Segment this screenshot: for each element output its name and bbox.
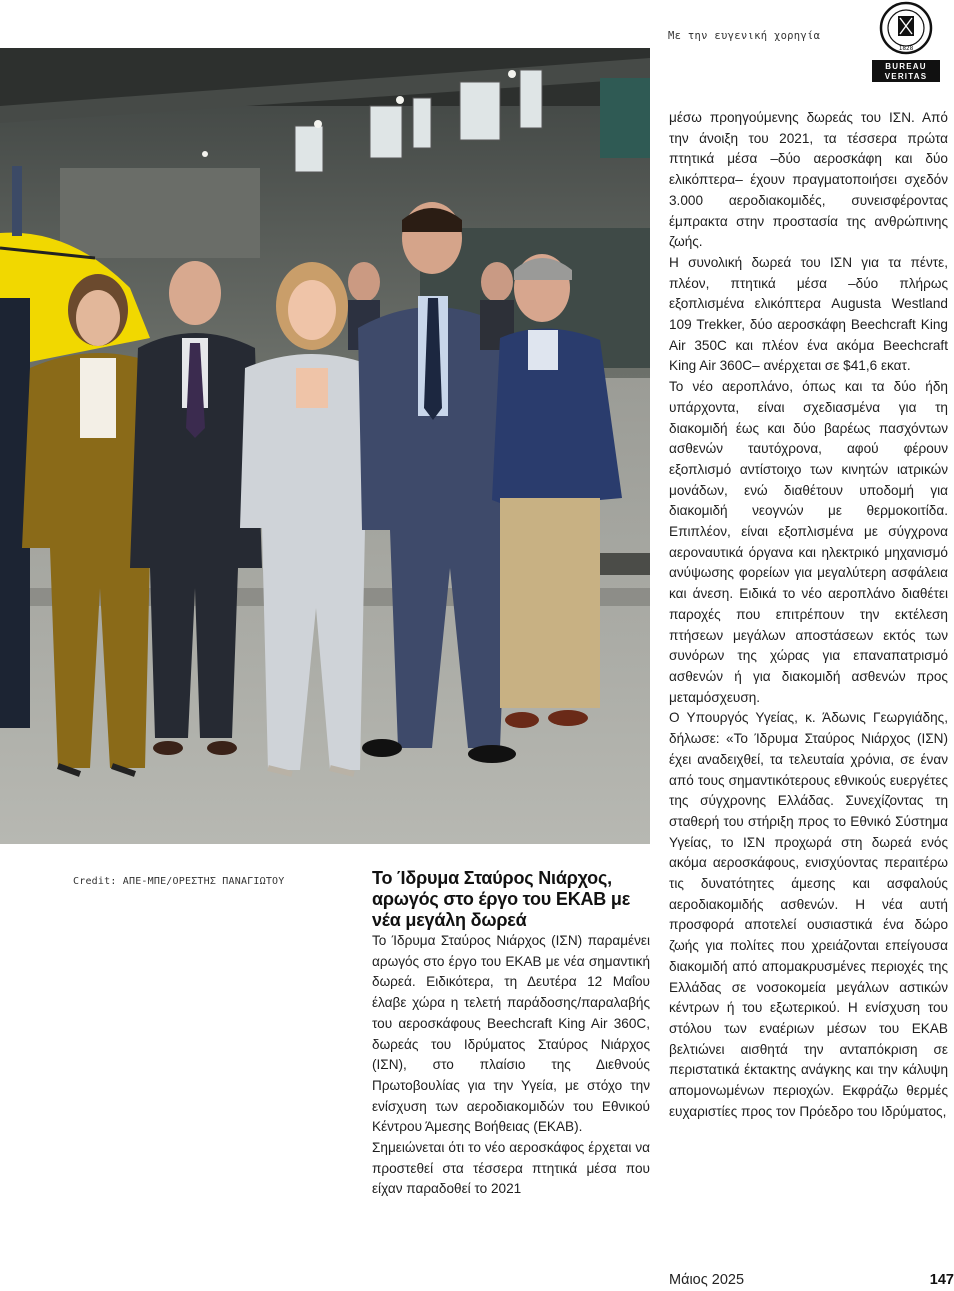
article-headline: Το Ίδρυμα Σταύρος Νιάρχος, αρωγός στο έργο του ΕΚΑΒ με νέα μεγάλη δωρεά [372, 868, 631, 930]
sponsor-label: Με την ευγενική χορηγία [668, 30, 821, 42]
article-paragraph: Η συνολική δωρεά του ΙΣΝ για τα πέντε, πλέον, πτητικά μέσα –δύο πλήρως εξοπλισμένα ελικόπτερα Augusta Westland 109 Trekker, δύο αεροσκάφη Beechcraft King Air 350C και πλέον ένα ακόμα Beechcraft King Air 360C– ανέρχεται σε $41,6 εκατ. [669, 254, 948, 374]
issue-month: Μάιος 2025 [669, 1272, 745, 1288]
page-number: 147 [929, 1272, 954, 1288]
article-paragraph: Το Ίδρυμα Σταύρος Νιάρχος (ΙΣΝ) παραμένει αρωγός στο έργο του ΕΚΑΒ με νέα σημαντική δωρεά. Ειδικότερα, τη Δευτέρα 12 Μαΐου έλαβε χώρα η τελετή παράδοσης/παραλαβής του αεροσκάφους Beechcraft King Air 360C, δωρεάς του Ιδρύματος Σταύρος Νιάρχος (ΙΣΝ), στο πλαίσιο της Διεθνούς Πρωτοβουλίας για την Υγεία, με στόχο την ενίσχυση των αεροδιακομιδών του Εθνικού Κέντρου Άμεσης Βοήθειας (ΕΚΑΒ). [372, 933, 650, 1135]
article-paragraph: Σημειώνεται ότι το νέο αεροσκάφος έρχεται να προστεθεί στα τέσσερα πτητικά μέσα που είχαν παραδοθεί το 2021 [372, 1140, 650, 1197]
article-paragraph: Ο Υπουργός Υγείας, κ. Άδωνις Γεωργιάδης, δήλωσε: «Το Ίδρυμα Σταύρος Νιάρχος (ΙΣΝ) έχει αναδειχθεί, τα τελευταία χρόνια, σε έναν από τους σημαντικότερους εθνικούς ευεργέτες της σύγχρονης Ελλάδας. Συνεχίζοντας τη σταθερή του στήριξη προς το Εθνικό Σύστημα Υγείας, το ΙΣΝ προχωρά στη δωρεά ενός ακόμα αεροσκάφους, ενισχύοντας περαιτέρω τις δυνατότητες άμεσης και ασφαλούς αεροδιακομιδής ασθενών. Η νέα αυτή προσφορά αποτελεί ουσιαστικά ένα δώρο ζωής για πολίτες που χρειάζονται επείγουσα διακομιδή από απομακρυσμένες περιοχές της Ελλάδας σε νοσοκομεία μεγάλων αστικών κέντρων ή του εξωτερικού. Η ενίσχυση του στόλου των εναέριων μέσων του ΕΚΑΒ βελτιώνει αισθητά την ανταπόκριση σε περιστατικά έκτακτης ανάγκης και την κάλυψη απομονωμένων περιοχών. Εκφράζω θερμές ευχαριστίες προς τον Πρόεδρο του Ιδρύματος, [669, 710, 948, 1119]
photo-credit: Credit: ΑΠΕ-ΜΠΕ/ΟΡΕΣΤΗΣ ΠΑΝΑΓΙΩΤΟΥ [73, 876, 285, 887]
article-column-mid [372, 868, 650, 1200]
article-paragraph: Το νέο αεροπλάνο, όπως και τα δύο ήδη υπάρχοντα, είναι σχεδιασμένα για τη διακομιδή έως και δύο βαρέως πασχόντων ασθενών ταυτόχρονα, αφού φέρουν εξοπλισμό αντίστοιχο των κινητών ιατρικών μονάδων, ενώ διαθέτουν υποδομή για διακομιδή νεογνών με θερμοκοιτίδα. Επιπλέον, είναι εξοπλισμένα με σύγχρονα αεροναυτικά όργανα και ηλεκτρικό μηχανισμό ανύψωσης φορείων για μεγαλύτερη ασφάλεια και άνεση. Ειδικά το νέο αεροπλάνο διαθέτει παροχές που επιτρέπουν την εκτέλεση πτήσεων μεγάλων αποστάσεων εκτός των συνόρων της χώρας για επαναπατρισμό ασθενών ή για διακομιδή ασθενών προς μεταμόσχευση. [669, 379, 948, 705]
logo-bureau-text: BUREAU [885, 62, 927, 71]
article-column-right [669, 108, 948, 1122]
logo-year-text: 1828 [898, 45, 914, 52]
article-paragraph: μέσω προηγούμενης δωρεάς του ΙΣΝ. Από την άνοιξη του 2021, τα τέσσερα πρώτα πτητικά μέσα –δύο αεροσκάφη και δύο ελικόπτερα– έχουν πραγματοποιήσει σχεδόν 3.000 αεροδιακομιδές, συνεισφέροντας έμπρακτα στην προστασία της ανθρώπινης ζωής. [669, 110, 948, 250]
bureau-veritas-logo [872, 0, 940, 82]
article-photo [0, 48, 650, 844]
logo-veritas-text: VERITAS [884, 72, 928, 81]
